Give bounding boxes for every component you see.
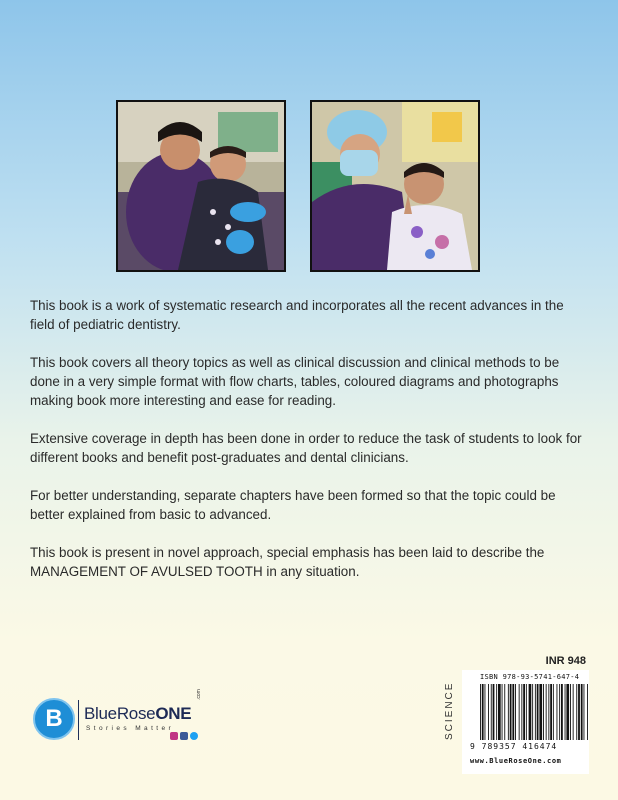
- description-paragraph-4: For better understanding, separate chapters have been formed so that the topic could be better explained from basic to advanced.: [30, 488, 556, 522]
- barcode-bar: [515, 684, 516, 740]
- barcode: [480, 684, 588, 740]
- publisher-name: [84, 704, 191, 724]
- description-paragraph-2: This book covers all theory topics as well as clinical discussion and clinical methods to be done in a very simple format with flow charts, tables, coloured diagrams and photographs making book more interesting and ease for reading.: [30, 355, 560, 408]
- barcode-bar: [548, 684, 549, 740]
- twitter-icon[interactable]: [190, 732, 198, 740]
- barcode-bar: [504, 684, 505, 740]
- barcode-bar: [496, 684, 497, 740]
- isbn-label: ISBN 978-93-5741-647-4: [480, 673, 580, 681]
- barcode-bar: [535, 684, 536, 740]
- barcode-bar: [480, 684, 481, 740]
- logo-divider: [78, 700, 79, 740]
- barcode-bar: [488, 684, 489, 740]
- barcode-bar: [557, 684, 558, 740]
- barcode-bar: [537, 684, 539, 740]
- cover-photo-right: [310, 100, 480, 272]
- barcode-bar: [559, 684, 560, 740]
- photo-scene-right: [312, 102, 478, 270]
- barcode-bar: [482, 684, 484, 740]
- barcode-bar: [578, 684, 580, 740]
- barcode-bar: [573, 684, 574, 740]
- description-paragraph-3: Extensive coverage in depth has been done in order to reduce the task of students to look for different books and benefit post-graduates and dental clinicians.: [30, 431, 582, 465]
- barcode-bar: [576, 684, 577, 740]
- category-label: SCIENCE: [444, 681, 455, 740]
- description-paragraph-1: This book is a work of systematic research and incorporates all the recent advances in the field of pediatric dentistry.: [30, 298, 564, 332]
- barcode-bar: [523, 684, 525, 740]
- website-url[interactable]: www.BlueRoseOne.com: [470, 757, 562, 765]
- barcode-bar: [565, 684, 566, 740]
- photo-scene-left: [118, 102, 284, 270]
- barcode-bar: [519, 684, 520, 740]
- barcode-bar: [512, 684, 514, 740]
- barcode-bar: [587, 684, 588, 740]
- barcode-bar: [491, 684, 492, 740]
- publisher-logo-icon: B: [33, 698, 75, 740]
- barcode-bar: [566, 684, 569, 740]
- publisher-tagline: Stories Matter: [86, 725, 175, 732]
- barcode-bar: [508, 684, 509, 740]
- barcode-bar: [521, 684, 522, 740]
- social-icons: [170, 732, 198, 740]
- barcode-bar: [546, 684, 547, 740]
- barcode-bar: [498, 684, 501, 740]
- barcode-bar: [485, 684, 486, 740]
- barcode-bar: [561, 684, 563, 740]
- barcode-bar: [532, 684, 533, 740]
- barcode-bar: [550, 684, 552, 740]
- description-paragraph-5: This book is present in novel approach, special emphasis has been laid to describe the MANAGEMENT OF AVULSED TOOTH in any situation.: [30, 545, 545, 579]
- barcode-bar: [539, 684, 542, 740]
- publisher-name-part1: BlueRose: [84, 704, 156, 723]
- barcode-bar: [493, 684, 495, 740]
- barcode-bar: [581, 684, 583, 740]
- publisher-name-part2: ONE: [155, 704, 192, 723]
- instagram-icon[interactable]: [170, 732, 178, 740]
- barcode-bar: [553, 684, 554, 740]
- isbn-number: 9 789357 416474: [470, 742, 558, 751]
- barcode-bar: [502, 684, 503, 740]
- description: [30, 296, 590, 600]
- barcode-bar: [584, 684, 585, 740]
- barcode-bar: [529, 684, 532, 740]
- barcode-bar: [510, 684, 512, 740]
- price-label: INR 948: [545, 655, 586, 667]
- barcode-bar: [526, 684, 527, 740]
- barcode-bar: [570, 684, 571, 740]
- cover-photo-left: [116, 100, 286, 272]
- facebook-icon[interactable]: [180, 732, 188, 740]
- barcode-bar: [543, 684, 544, 740]
- publisher-dotcom: .com: [196, 689, 202, 700]
